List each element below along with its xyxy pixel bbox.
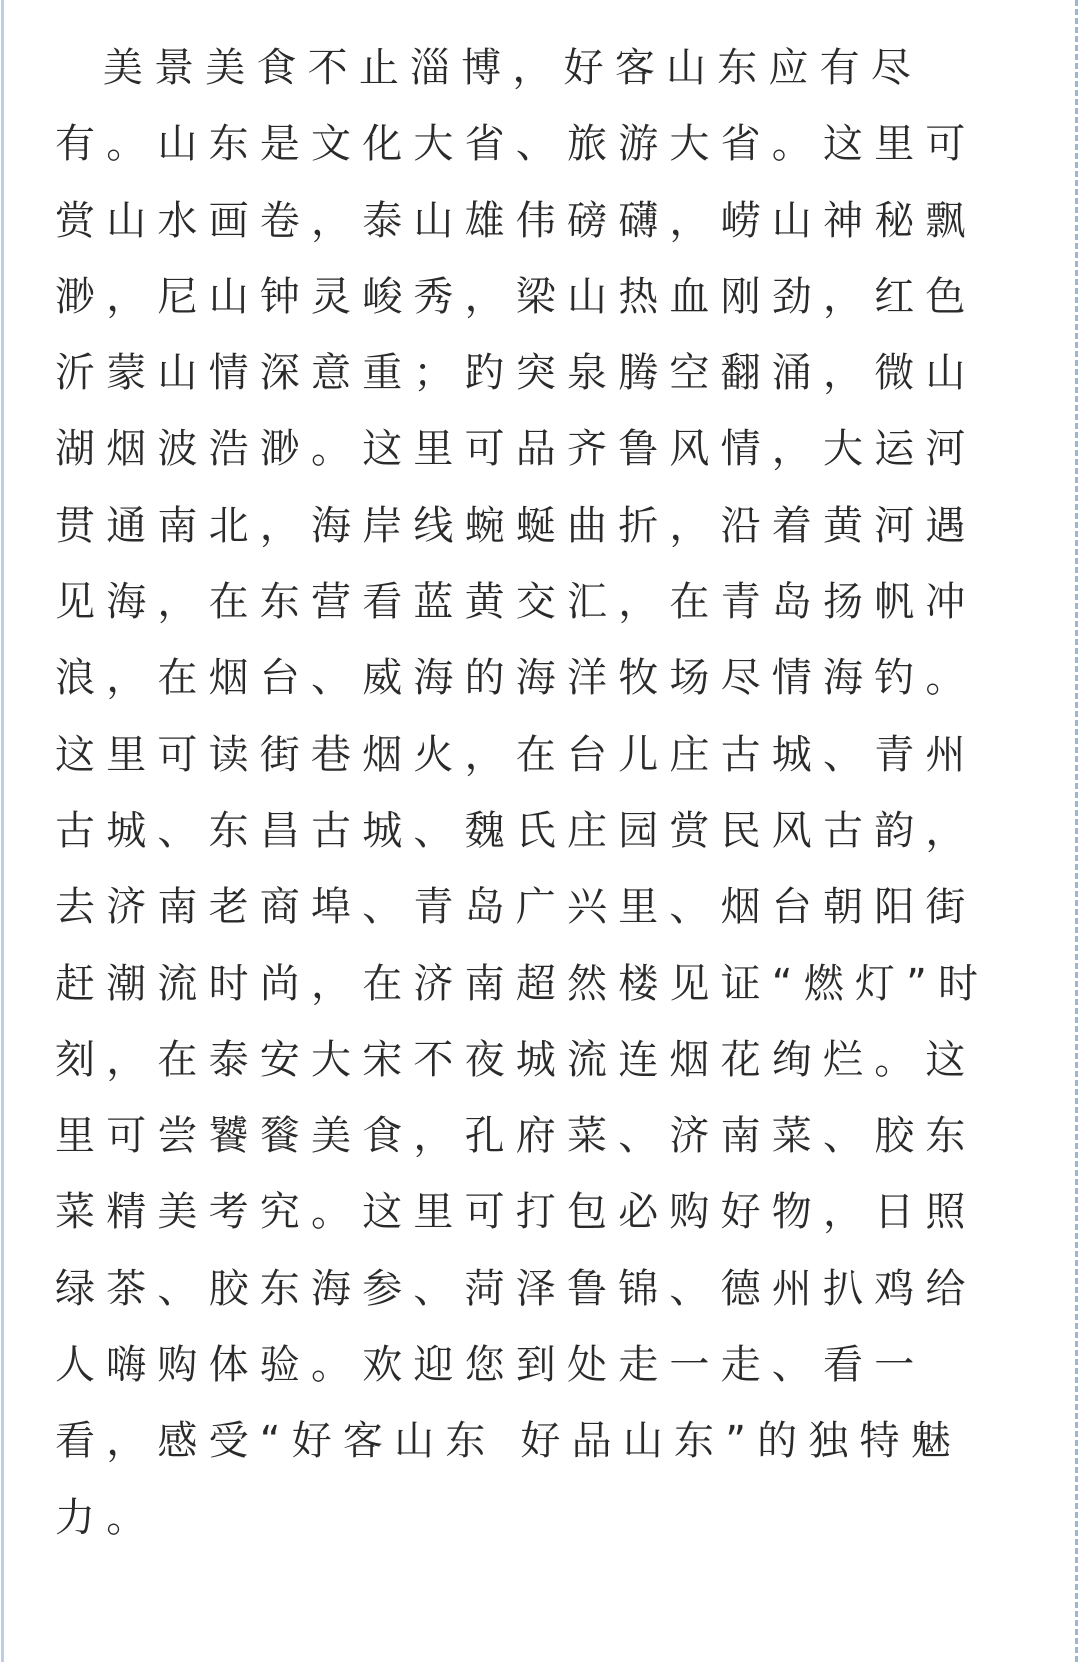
text-line: 人嗨购体验。欢迎您到处走一走、看一	[55, 1342, 926, 1389]
text-line: 渺，尼山钟灵峻秀，梁山热血刚劲，红色	[55, 273, 977, 320]
text-line: 浪，在烟台、威海的海洋牧场尽情海钓。	[55, 655, 977, 702]
text-line: 刻，在泰安大宋不夜城流连烟花绚烂。这	[55, 1036, 977, 1083]
text-line: 见海，在东营看蓝黄交汇，在青岛扬帆冲	[55, 579, 977, 626]
text-line: 这里可读街巷烟火，在台儿庄古城、青州	[55, 731, 977, 778]
text-line: 去济南老商埠、青岛广兴里、烟台朝阳街	[55, 884, 977, 931]
text-line: 绿茶、胶东海参、菏泽鲁锦、德州扒鸡给	[55, 1265, 977, 1312]
text-line: 古城、东昌古城、魏氏庄园赏民风古韵，	[55, 807, 977, 854]
text-line: 贯通南北，海岸线蜿蜒曲折，沿着黄河遇	[55, 502, 977, 549]
text-line: 美景美食不止淄博，好客山东应有尽	[55, 45, 923, 91]
text-line: 沂蒙山情深意重；趵突泉腾空翻涌，微山	[55, 350, 977, 397]
article-paragraph	[55, 38, 1055, 1564]
text-line: 有。山东是文化大省、旅游大省。这里可	[55, 121, 977, 168]
text-line: 里可尝饕餮美食，孔府菜、济南菜、胶东	[55, 1113, 977, 1160]
text-line: 力。	[55, 1494, 158, 1541]
right-dashed-border	[1075, 0, 1078, 1662]
left-border	[1, 0, 4, 1662]
text-line: 湖烟波浩渺。这里可品齐鲁风情，大运河	[55, 426, 977, 473]
text-line: 赏山水画卷，泰山雄伟磅礴，崂山神秘飘	[55, 197, 977, 244]
text-line: 看，感受“好客山东 好品山东”的独特魅	[55, 1418, 962, 1465]
text-line: 赶潮流时尚，在济南超然楼见证“燃灯”时	[55, 960, 990, 1007]
text-line: 菜精美考究。这里可打包必购好物，日照	[55, 1189, 977, 1236]
